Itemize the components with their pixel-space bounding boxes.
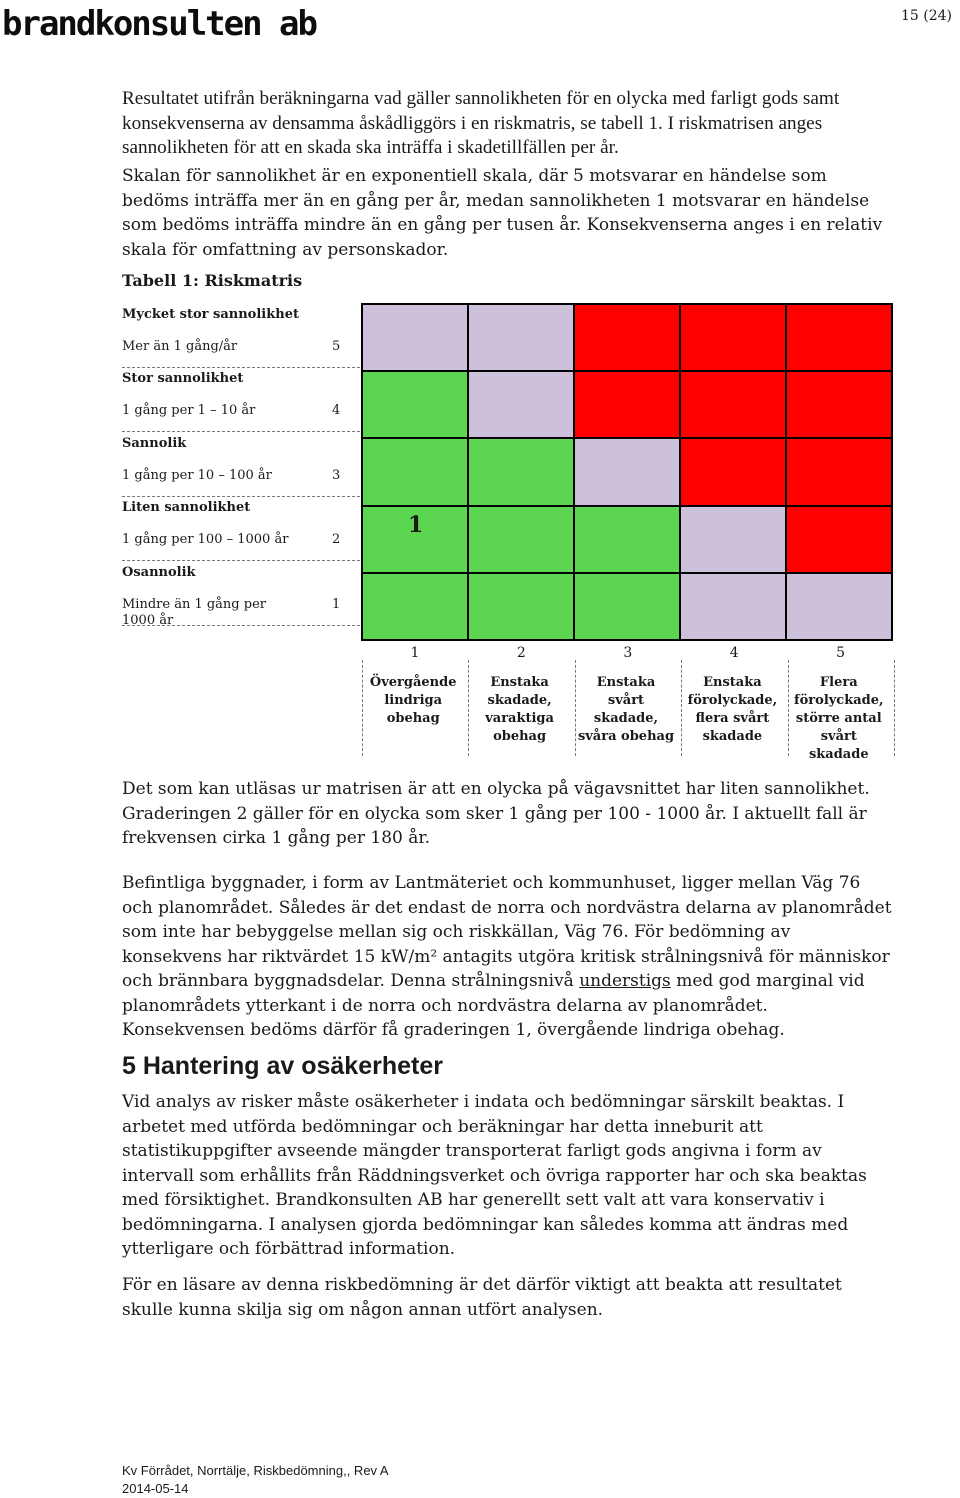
matrix-cell-lavender [363, 305, 467, 370]
matrix-cell-red [681, 305, 785, 370]
matrix-cell-lavender [469, 372, 573, 437]
row-title: Stor sannolikhet [122, 371, 244, 387]
column-divider [894, 660, 895, 756]
row-level: 2 [332, 532, 341, 548]
page-number: 15 (24) [900, 8, 952, 24]
matrix-cell-red [575, 305, 679, 370]
column-description: Flera förolyckade, större antal svårt skadade [794, 675, 884, 762]
row-frequency: 1 gång per 1 – 10 år [122, 403, 256, 419]
row-divider [122, 431, 360, 432]
matrix-cell-red [681, 439, 785, 504]
column-description: Enstaka svårt skadade, svåra obehag [577, 675, 675, 744]
matrix-cell-red [787, 372, 891, 437]
matrix-cell-red [787, 305, 891, 370]
matrix-cell-green [469, 507, 573, 572]
column-divider [468, 660, 469, 756]
column-divider [362, 660, 363, 756]
intro-paragraph-2: Skalan för sannolikhet är en exponentiell skala, där 5 motsvarar en händelse som bedöms inträffa mer än en gång per år, medan sannolikheten 1 motsvarar en händelse som bedöms inträffa mindre än en gång per tusen år. Konsekvenserna anges i en relativ skala för omfattning av personskador. [122, 166, 883, 260]
column-level: 5 [836, 645, 846, 661]
p4-underlined-word: understigs [579, 971, 671, 991]
row-frequency: 1 gång per 100 – 1000 år [122, 532, 289, 548]
row-level: 4 [332, 403, 341, 419]
footer-line-1: Kv Förrådet, Norrtälje, Riskbedömning,, Rev A [122, 1463, 389, 1478]
column-level: 1 [410, 645, 420, 661]
matrix-cell-green [469, 439, 573, 504]
matrix-cell-green [363, 439, 467, 504]
row-divider [122, 560, 360, 561]
row-divider [122, 367, 360, 368]
column-divider [788, 660, 789, 756]
matrix-marker-label: 1 [408, 512, 424, 538]
row-frequency: 1 gång per 10 – 100 år [122, 467, 272, 483]
p4-part-a: Befintliga byggnader, i form av Lantmäteriet och kommunhuset, ligger mellan Väg 76 och planområdet. Således är det endast de norra och nordvästra delarna av planområdet som inte har bebyggelse mellan sig och riskkällan, Väg 76. För bedömning av konsekvens har riktvärdet 15 kW/m² antagits utgöra kritisk strålningsnivå för människor och brännbara byggnadsdelar. Denna strålningsnivå [122, 873, 892, 991]
body-paragraph-4 [122, 871, 892, 1043]
matrix-cell-lavender [787, 574, 891, 639]
matrix-cell-green [575, 507, 679, 572]
matrix-cell-red [681, 372, 785, 437]
body-paragraph-5: Vid analys av risker måste osäkerheter i indata och bedömningar särskilt beaktas. I arbetet med utförda bedömningar och beräkningar har detta inneburit att statistikuppgifter avseende mängder transporterat farligt gods angivna i form av intervall som erhållits från Räddningsverket och övriga rapporter har och ska beaktas med försiktighet. Brandkonsulten AB har generellt sett valt att vara konservativ i bedömningarna. I analysen gjorda bedömningar kan således komma att ändras med ytterligare och förbättrad information. [122, 1092, 867, 1259]
row-title: Liten sannolikhet [122, 500, 251, 516]
matrix-cell-green [575, 574, 679, 639]
row-divider [122, 625, 360, 626]
matrix-cell-red [787, 507, 891, 572]
column-level: 4 [729, 645, 739, 661]
column-description: Övergående lindriga obehag [369, 675, 457, 726]
footer-date: 2014-05-14 [122, 1481, 189, 1496]
row-title: Osannolik [122, 564, 196, 580]
row-level: 1 [332, 596, 341, 612]
column-level: 2 [516, 645, 526, 661]
body-paragraph-6: För en läsare av denna riskbedömning är det därför viktigt att beakta att resultatet skulle kunna skilja sig om någon annan utfört analysen. [122, 1275, 842, 1320]
matrix-cell-lavender [681, 507, 785, 572]
table-caption: Tabell 1: Riskmatris [122, 271, 303, 290]
row-divider [122, 496, 360, 497]
matrix-cell-red [787, 439, 891, 504]
row-level: 5 [332, 339, 341, 354]
matrix-cell-lavender [469, 305, 573, 370]
matrix-cell-green [363, 372, 467, 437]
matrix-cell-lavender [575, 439, 679, 504]
body-paragraph-3: Det som kan utläsas ur matrisen är att en olycka på vägavsnittet har liten sannolikhet. Graderingen 2 gäller för en olycka som sker 1 gång per 100 - 1000 år. I aktuellt fall är frekvensen cirka 1 gång per 180 år. [122, 779, 870, 848]
column-divider [681, 660, 682, 756]
matrix-cell-lavender [681, 574, 785, 639]
p4-part-b: med god marginal vid planområdets ytterkant i de norra och nordvästra delarna av planområdet. Konsekvensen bedöms därför få graderingen 1, övergående lindriga obehag. [122, 971, 865, 1040]
column-description: Enstaka skadade, varaktiga obehag [485, 675, 554, 744]
matrix-cell-red [575, 372, 679, 437]
row-frequency: Mer än 1 gång/år [122, 339, 238, 354]
section-heading: 5 Hantering av osäkerheter [122, 1052, 443, 1080]
intro-paragraph-1: Resultatet utifrån beräkningarna vad gäller sannolikheten för en olycka med farligt gods samt konsekvenserna av densamma åskådliggörs i en riskmatris, se tabell 1. I riskmatrisen anges sannolikheten för att en skada ska inträffa i skadetillfällen per år. [122, 88, 840, 158]
risk-matrix-grid [361, 303, 893, 641]
row-frequency: Mindre än 1 gång per 1000 år [122, 596, 266, 628]
row-level: 3 [332, 467, 341, 483]
column-level: 3 [623, 645, 633, 661]
footer [122, 1462, 389, 1498]
column-description: Enstaka förolyckade, flera svårt skadade [687, 675, 778, 744]
company-logo: brandkonsulten ab [2, 4, 316, 44]
column-divider [575, 660, 576, 756]
row-title: Sannolik [122, 435, 187, 451]
matrix-cell-green [469, 574, 573, 639]
matrix-cell-green [363, 574, 467, 639]
row-title: Mycket stor sannolikhet [122, 307, 299, 322]
